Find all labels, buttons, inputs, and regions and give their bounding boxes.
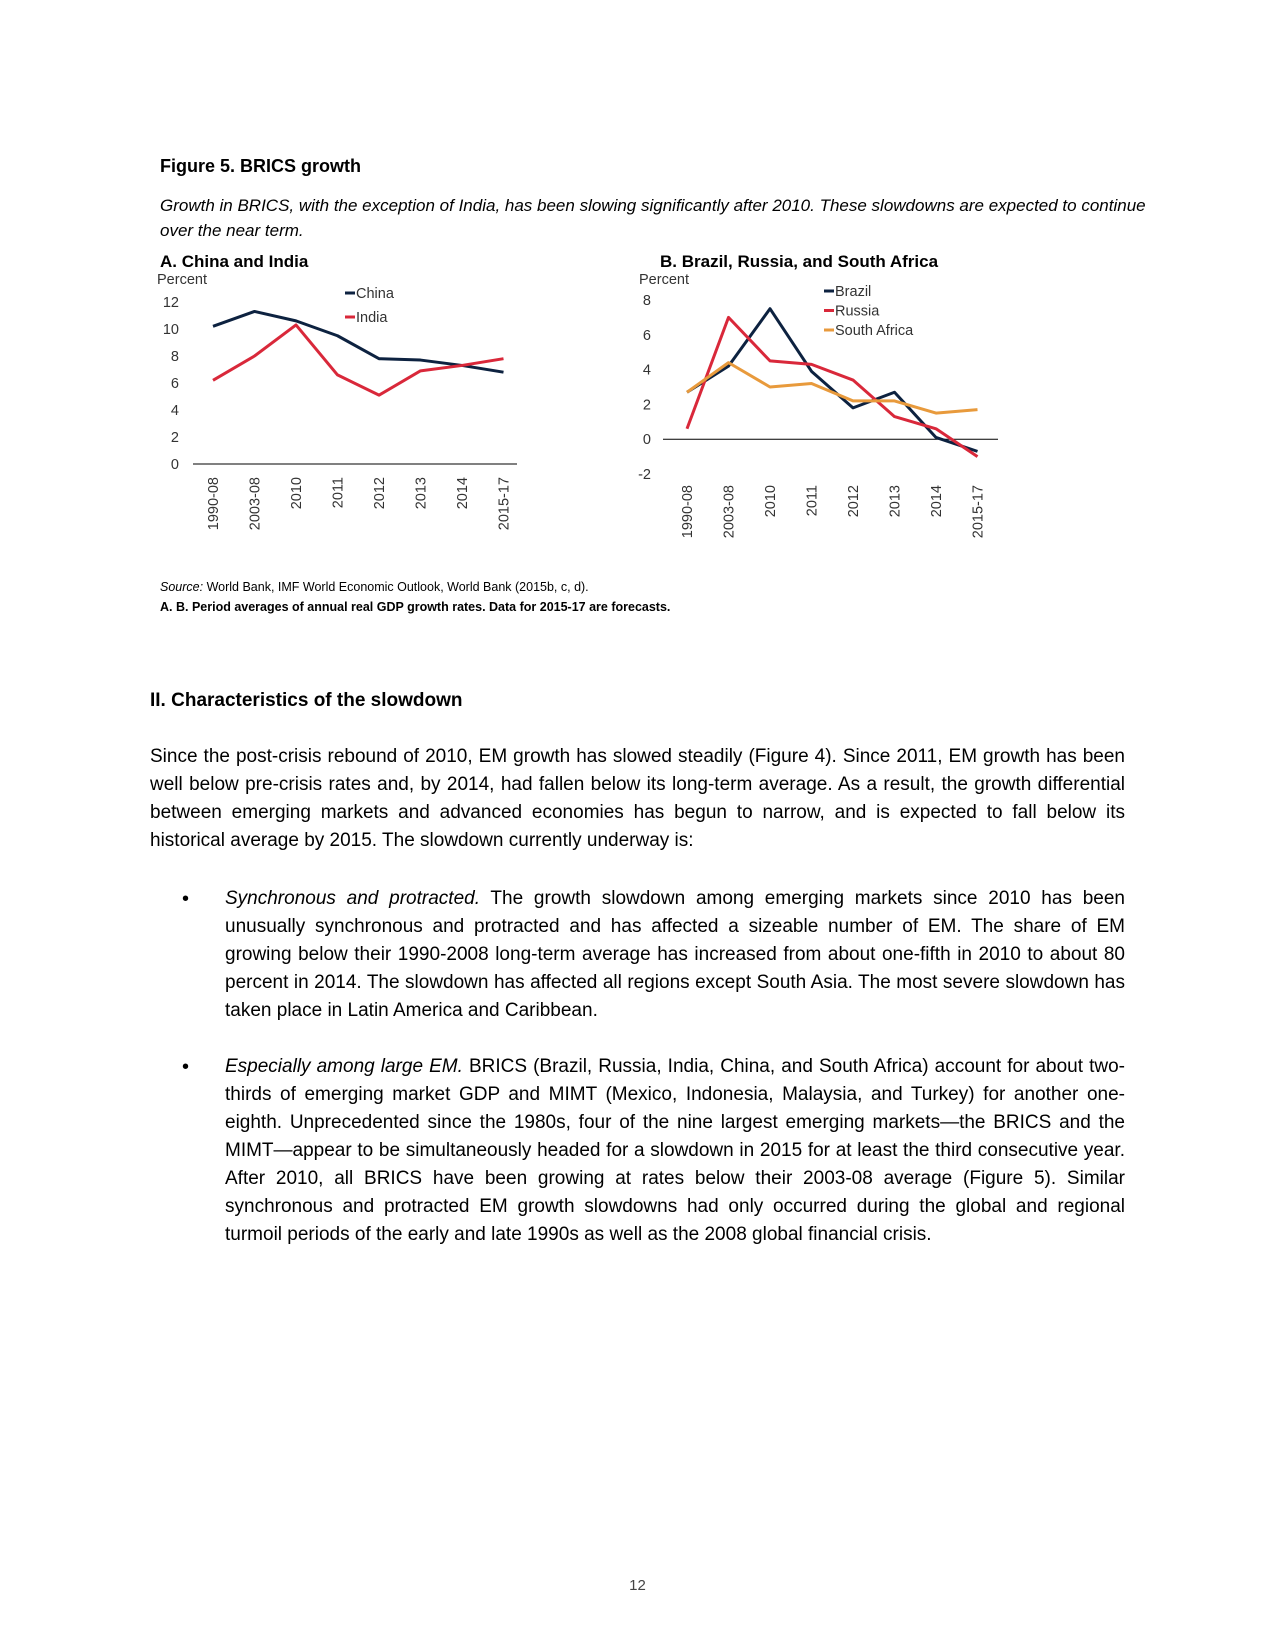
y-tick-label: 8 [642, 293, 651, 309]
section-heading: II. Characteristics of the slowdown [150, 690, 463, 711]
x-tick-label: 2013 [413, 477, 430, 510]
x-tick-label: 2012 [372, 477, 388, 510]
y-tick-label: 0 [642, 432, 651, 449]
legend-label: Russia [835, 303, 880, 320]
chart-a-svg [157, 272, 547, 574]
x-tick-label: 2015-17 [496, 477, 513, 531]
chart-brazil-russia-southafrica [638, 272, 1063, 574]
figure-source [160, 580, 589, 594]
y-tick-label: 2 [642, 397, 651, 414]
list-item [150, 1053, 1125, 1249]
x-tick-label: 2003-08 [721, 485, 738, 539]
x-tick-label: 1990-08 [680, 485, 696, 539]
y-tick-label: 6 [642, 327, 651, 344]
source-label: Source: [160, 580, 204, 594]
figure-note: A. B. Period averages of annual real GDP growth rates. Data for 2015-17 are forecasts. [160, 600, 671, 614]
y-axis-label: Percent [157, 272, 207, 288]
x-tick-label: 2011 [804, 485, 821, 517]
x-tick-label: 2014 [929, 485, 945, 518]
bullet-lead: Especially among large EM. [225, 1056, 463, 1077]
bullet-icon: • [182, 888, 190, 910]
bullet-icon: • [182, 1056, 190, 1078]
legend-label: India [356, 310, 388, 326]
y-tick-label: 10 [162, 322, 179, 338]
series-line-india [213, 325, 504, 395]
body-paragraph: Since the post-crisis rebound of 2010, EM growth has slowed steadily (Figure 4). Since 2011, EM growth has been well below pre-crisis rates and, by 2014, had fallen below its long-term average. As a result, the growth differential between emerging markets and advanced economies has begun to narrow, and is expected to fall below its historical average by 2015. The slowdown currently underway is: [150, 746, 1125, 851]
bullet-text: The growth slowdown among emerging markets since 2010 has been unusually synchronous and protracted and has affected a sizeable number of EM. The share of EM growing below their 1990-2008 long-term average has increased from about one-fifth in 2010 to about 80 percent in 2014. The slowdown has affected all regions except South Asia. The most severe slowdown has taken place in Latin America and Caribbean. [225, 888, 1125, 1021]
bullet-text: BRICS (Brazil, Russia, India, China, and South Africa) account for about two-thirds of emerging market GDP and MIMT (Mexico, Indonesia, Malaysia, and Turkey) for another one-eighth. Unprecedented since the 1980s, four of the nine largest emerging markets—the BRICS and the MIMT—appear to be simultaneously headed for a slowdown in 2015 for at least the third consecutive year. After 2010, all BRICS have been growing at rates below their 2003-08 average (Figure 5). Similar synchronous and protracted EM growth slowdowns had only occurred during the global and regional turmoil periods of the early and late 1990s as well as the 2008 global financial crisis. [225, 1056, 1125, 1245]
legend-label: China [356, 286, 394, 302]
legend-label: South Africa [835, 323, 914, 339]
x-tick-label: 2014 [455, 477, 471, 510]
y-axis-label: Percent [639, 272, 689, 288]
x-tick-label: 1990-08 [206, 477, 222, 531]
y-tick-label: 0 [170, 457, 179, 473]
y-tick-label: 12 [162, 295, 179, 311]
x-tick-label: 2012 [846, 485, 862, 518]
chart-b-svg [638, 272, 1063, 574]
panel-a-title: A. China and India [160, 252, 309, 271]
y-tick-label: 4 [642, 362, 651, 379]
figure-subtitle: Growth in BRICS, with the exception of India, has been slowing significantly after 2010. These slowdowns are expected to continue over the near term. [160, 196, 1146, 240]
x-tick-label: 2015-17 [970, 485, 987, 539]
x-tick-label: 2010 [289, 477, 305, 510]
x-tick-label: 2003-08 [247, 477, 264, 531]
bullet-list [150, 885, 1125, 1277]
y-tick-label: 2 [170, 430, 179, 446]
figure-title: Figure 5. BRICS growth [160, 156, 362, 176]
page-number: 12 [629, 1577, 646, 1594]
y-tick-label: 4 [170, 403, 179, 419]
legend-label: Brazil [835, 284, 872, 300]
x-tick-label: 2010 [763, 485, 779, 518]
y-tick-label: 8 [170, 349, 179, 365]
y-tick-label: -2 [638, 467, 651, 483]
y-tick-label: 6 [170, 376, 179, 392]
source-text: World Bank, IMF World Economic Outlook, World Bank (2015b, c, d). [203, 580, 589, 594]
x-tick-label: 2011 [330, 477, 347, 509]
chart-china-india [157, 272, 547, 574]
bullet-lead: Synchronous and protracted. [225, 888, 480, 909]
panel-b-title: B. Brazil, Russia, and South Africa [660, 252, 939, 271]
x-tick-label: 2013 [887, 485, 904, 518]
list-item [150, 885, 1125, 1025]
